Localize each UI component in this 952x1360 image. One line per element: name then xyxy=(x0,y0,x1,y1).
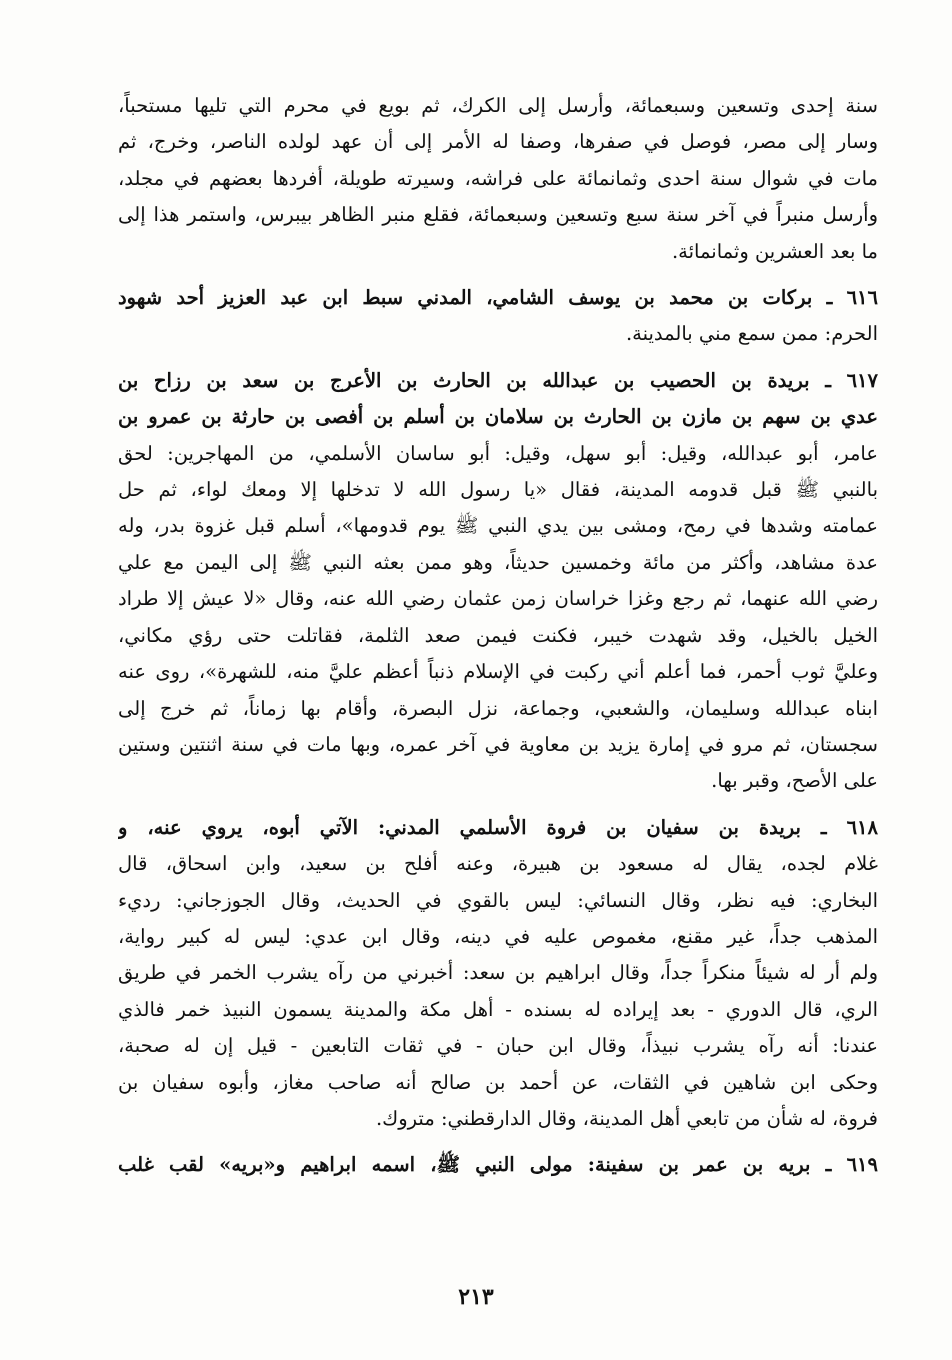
text-line: ولم أر له شيئاً منكراً جداً، وقال ابراهيم بن سعد: أخبرني من رآه يشرب الخمر في طريق xyxy=(118,961,878,985)
entry-heading-line: ٦١٨ ـ بريدة بن سفيان بن فروة الأسلمي المدني: الآتي أبوه، يروي عنه، و xyxy=(118,815,878,839)
entry-heading-line: ٦١٩ ـ بريه بن عمر بن سفينة: مولى النبي ﷺ، اسمه ابراهيم و«بريه» لقب غلب xyxy=(118,1153,878,1177)
text-line: رضي الله عنهما، ثم رجع وغزا خراسان زمن عثمان رضي الله عنه، وقال «لا عيش إلا طراد xyxy=(118,587,878,611)
text-line: عمامته وشدها في رمح، ومشى بين يدي النبي ﷺ يوم قدومها»، أسلم قبل غزوة بدر، وله xyxy=(118,514,878,538)
entry-616 xyxy=(118,280,878,353)
text-line: الحرم: ممن سمع مني بالمدينة. xyxy=(625,322,878,346)
entry-heading-line: عدي بن سهم بن مازن بن الحارث بن سلامان بن أسلم بن أفصى بن حارثة بن عمرو بن xyxy=(118,405,878,429)
text-line: وحكى ابن شاهين في الثقات، عن أحمد بن صالح أنه صاحب مغاز، وأبوه سفيان بن xyxy=(118,1070,878,1094)
entry-heading-line: ٦١٧ ـ بريدة بن الحصيب بن عبدالله بن الحارث بن الأعرج بن سعد بن رزاح بن xyxy=(118,368,878,392)
text-line: الري، قال الدوري - بعد إيراده له بسنده - أهل مكة والمدينة يسمون النبيذ خمر فالذي xyxy=(118,997,878,1021)
text-line: مات في شوال سنة احدى وثمانمائة على فراشه، وسيرته طويلة، أفردها بعضهم في مجلد، xyxy=(118,166,878,190)
text-line: بالنبي ﷺ قبل قدومه المدينة، فقال «يا رسول الله لا تدخلها إلا ومعك لواء، ثم حل xyxy=(118,478,878,502)
text-column xyxy=(118,88,878,1184)
page-number: ٢١٣ xyxy=(458,1284,494,1310)
text-line: وأرسل منبراً في آخر سنة سبع وتسعين وسبعمائة، فقلع منبر الظاهر بيبرس، واستمر هذا إلى xyxy=(118,203,878,227)
text-line: على الأصح، وقبر بها. xyxy=(711,769,878,793)
text-line: عندنا: أنه رآه يشرب نبيذاً، وقال ابن حبان - في ثقات التابعين - قيل إن له صحبة، xyxy=(118,1034,878,1058)
entry-heading-line: ٦١٦ ـ بركات بن محمد بن يوسف الشامي، المدني سبط ابن عبد العزيز أحد شهود xyxy=(118,286,878,310)
text-line: البخاري: فيه نظر، وقال النسائي: ليس بالقوي في الحديث، وقال الجوزجاني: رديء xyxy=(118,888,878,912)
text-line: سجستان، ثم مرو في إمارة يزيد بن معاوية في آخر عمره، وبها مات في سنة اثنتين وستين xyxy=(118,732,878,756)
entry-617 xyxy=(118,363,878,800)
text-line: الخيل بالخيل، وقد شهدت خيبر، فكنت فيمن صعد الثلمة، فقاتلت حتى رؤي مكاني، xyxy=(118,623,878,647)
paragraph-continuation xyxy=(118,88,878,270)
text-line: فروة، له شأن من تابعي أهل المدينة، وقال الدارقطني: متروك. xyxy=(375,1106,878,1130)
entry-618 xyxy=(118,810,878,1138)
text-line: ما بعد العشرين وثمانمائة. xyxy=(671,239,878,263)
text-line: المذهب جداً، غير مقنع، مغموص عليه في دينه، وقال ابن عدي: ليس له كبير رواية، xyxy=(118,924,878,948)
text-line: سنة إحدى وتسعين وسبعمائة، وأرسل إلى الكرك، ثم بويع في محرم التي تليها مستحباً، xyxy=(118,94,878,117)
text-line: وعليَّ ثوب أحمر، فما أعلم أني ركبت في الإسلام ذنباً أعظم عليَّ منه، للشهرة»، روى عنه xyxy=(118,660,878,684)
text-line: وسار إلى مصر، فوصل في صفرها، وصفا له الأمر إلى أن عهد لولده الناصر، وخرج، ثم xyxy=(118,130,878,154)
entry-619 xyxy=(118,1147,878,1183)
text-line: ابناه عبدالله وسليمان، والشعبي، وجماعة، نزل البصرة، وأقام بها زماناً، ثم خرج إلى xyxy=(118,696,878,720)
text-line: غلام لجده، يقال له مسعود بن هبيرة، وعنه أفلح بن سعيد، وابن اسحاق، قال xyxy=(118,852,878,876)
text-line: عامر، أبو عبدالله، وقيل: أبو سهل، وقيل: أبو ساسان الأسلمي، من المهاجرين: لحق xyxy=(118,441,878,465)
text-line: عدة مشاهد، وأكثر من مائة وخمسين حديثاً، وهو ممن بعثه النبي ﷺ إلى اليمن مع علي xyxy=(118,550,878,574)
